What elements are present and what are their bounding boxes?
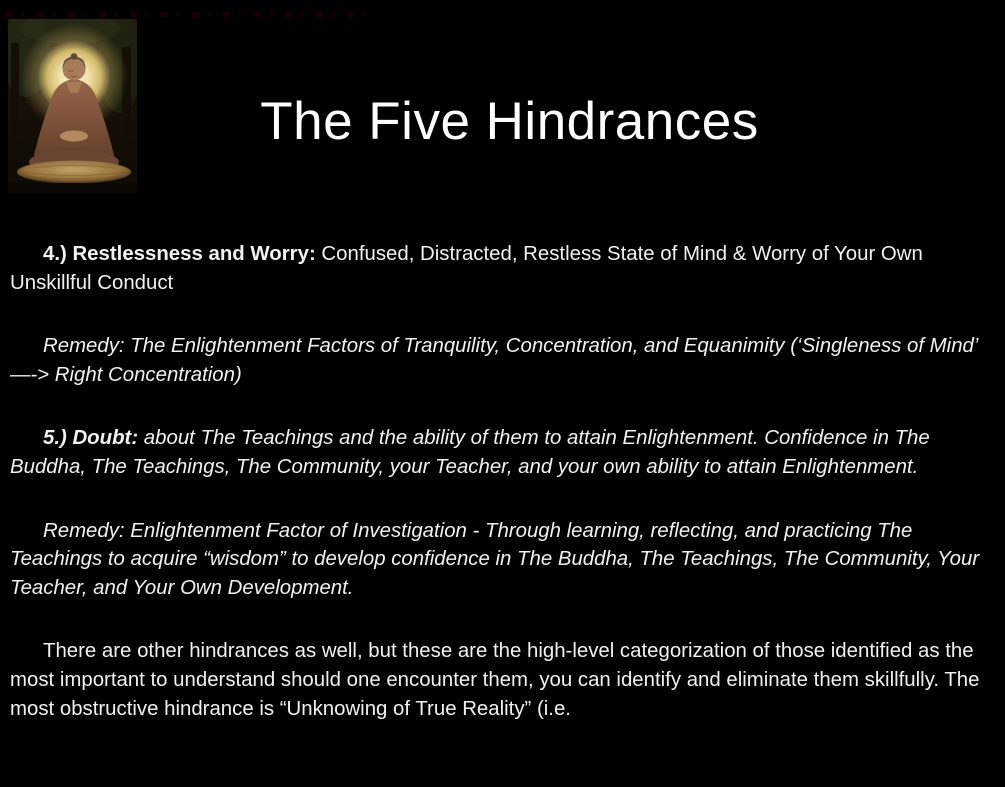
compression-artifact <box>6 12 376 17</box>
paragraph-lead: 5.) Doubt: <box>43 427 139 450</box>
paragraph-lead: 4.) Restlessness and Worry: <box>43 243 316 265</box>
slide-paragraph: Remedy: Enlightenment Factor of Investigation - Through learning, reflecting, and practicing The Teachings to acquire “wisdom” to develop confidence in The Buddha, The Teachings, The Community, Your Teacher, and Your Own Development. <box>10 519 980 599</box>
slide-paragraph: 5.) Doubt: about The Teachings and the ability of them to attain Enlightenment. Confidence in The Buddha, The Teachings, The Community, your Teacher, and your own ability to attain Enlightenment. <box>10 427 930 478</box>
slide-paragraph: 4.) Restlessness and Worry: Confused, Distracted, Restless State of Mind & Worry of Your Own Unskillful Conduct <box>10 243 923 294</box>
slide-paragraph: There are other hindrances as well, but these are the high-level categorization of those identified as the most important to understand should one encounter them, you can identify and eliminate them skillfully. The most obstructive hindrance is “Unknowing of True Reality” (i.e. <box>10 640 980 720</box>
slide-body <box>10 240 982 758</box>
slide-paragraph: Remedy: The Enlightenment Factors of Tranquility, Concentration, and Equanimity (‘Singleness of Mind’ —-> Right Concentration) <box>10 335 978 386</box>
slide-title: The Five Hindrances <box>260 92 759 151</box>
